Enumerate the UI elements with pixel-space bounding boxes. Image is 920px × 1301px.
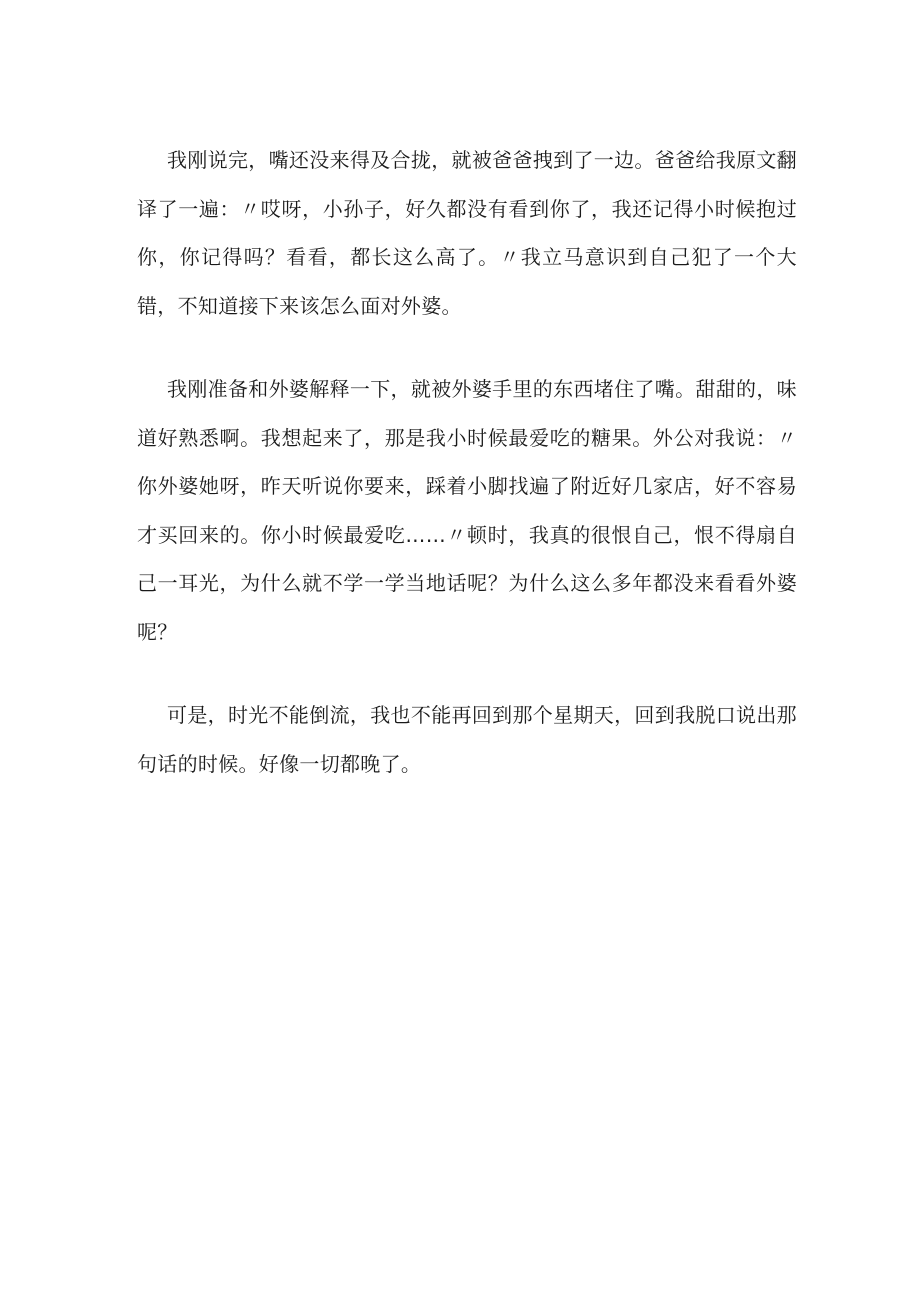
paragraph-3: 可是，时光不能倒流，我也不能再回到那个星期天，回到我脱口说出那句话的时候。好像一切都晚了。 [137, 703, 797, 776]
document-page [137, 136, 797, 788]
paragraph-1: 我刚说完，嘴还没来得及合拢，就被爸爸拽到了一边。爸爸给我原文翻译了一遍：〃哎呀，小孙子，好久都没有看到你了，我还记得小时候抱过你，你记得吗？看看，都长这么高了。〃我立马意识到自己犯了一个大错，不知道接下来该怎么面对外婆。 [137, 148, 797, 318]
paragraph-2: 我刚准备和外婆解释一下，就被外婆手里的东西堵住了嘴。甜甜的，味道好熟悉啊。我想起来了，那是我小时候最爱吃的糖果。外公对我说：〃你外婆她呀，昨天听说你要来，踩着小脚找遍了附近好几家店，好不容易才买回来的。你小时候最爱吃……〃顿时，我真的很恨自己，恨不得扇自己一耳光，为什么就不学一学当地话呢？为什么这么多年都没来看看外婆呢？ [137, 377, 797, 644]
